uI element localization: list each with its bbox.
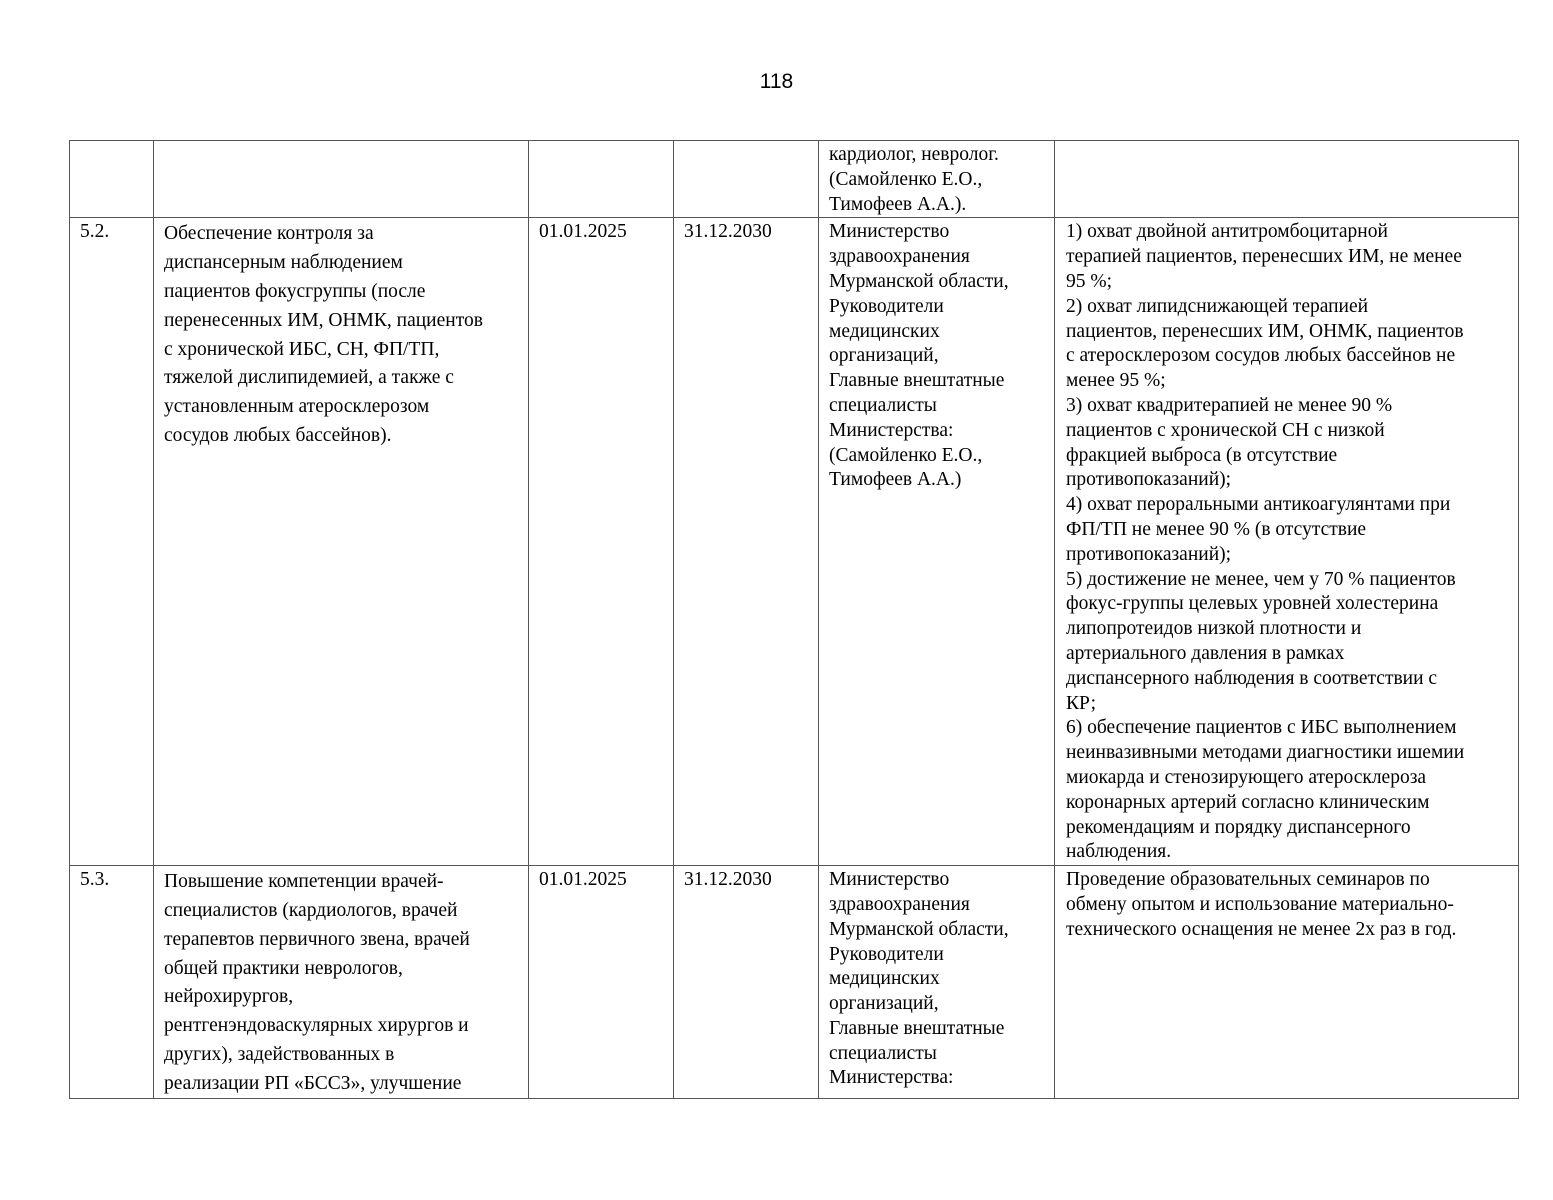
cell-result: Проведение образовательных семинаров по обмену опытом и использование материально- технического оснащения не менее 2х раз в год. <box>1055 866 1519 1099</box>
cell-action: Повышение компетенции врачей- специалистов (кардиологов, врачей терапевтов первичного звена, врачей общей практики неврологов, нейрохирургов, рентгенэндоваскулярных хирургов и других), задействованных в реализации РП «БССЗ», улучшение <box>154 866 529 1099</box>
cell-number: 5.3. <box>70 866 154 1099</box>
page-number: 118 <box>759 70 794 93</box>
cell-start-date: 01.01.2025 <box>529 218 674 866</box>
cell-responsible: Министерство здравоохранения Мурманской области, Руководители медицинских организаций, Главные внештатные специалисты Министерства: <box>819 866 1055 1099</box>
cell-start-date: 01.01.2025 <box>529 866 674 1099</box>
cell-end-date <box>674 141 819 218</box>
cell-action <box>154 141 529 218</box>
cell-end-date: 31.12.2030 <box>674 866 819 1099</box>
cell-result <box>1055 141 1519 218</box>
table-row-continuation <box>70 141 1519 218</box>
cell-number: 5.2. <box>70 218 154 866</box>
cell-end-date: 31.12.2030 <box>674 218 819 866</box>
table-row-5-3 <box>70 866 1519 1099</box>
cell-number <box>70 141 154 218</box>
cell-start-date <box>529 141 674 218</box>
table-row-5-2 <box>70 218 1519 866</box>
cell-result: 1) охват двойной антитромбоцитарной терапией пациентов, перенесших ИМ, не менее 95 %; 2) охват липидснижающей терапией пациентов, перенесших ИМ, ОНМК, пациентов с атеросклерозом сосудов любых бассейнов не менее 95 %; 3) охват квадритерапией не менее 90 % пациентов с хронической СН с низкой фракцией выброса (в отсутствие противопоказаний); 4) охват пероральными антикоагулянтами при ФП/ТП не менее 90 % (в отсутствие противопоказаний); 5) достижение не менее, чем у 70 % пациентов фокус-группы целевых уровней холестерина липопротеидов низкой плотности и артериального давления в рамках диспансерного наблюдения в соответствии с КР; 6) обеспечение пациентов с ИБС выполнением неинвазивными методами диагностики ишемии миокарда и стенозирующего атеросклероза коронарных артерий согласно клиническим рекомендациям и порядку диспансерного наблюдения. <box>1055 218 1519 866</box>
plan-table <box>69 140 1519 1099</box>
cell-responsible: кардиолог, невролог. (Самойленко Е.О., Тимофеев А.А.). <box>819 141 1055 218</box>
cell-action: Обеспечение контроля за диспансерным наблюдением пациентов фокусгруппы (после перенесенных ИМ, ОНМК, пациентов с хронической ИБС, СН, ФП/ТП, тяжелой дислипидемией, а также с установленным атеросклерозом сосудов любых бассейнов). <box>154 218 529 866</box>
cell-responsible: Министерство здравоохранения Мурманской области, Руководители медицинских организаций, Главные внештатные специалисты Министерства: (Самойленко Е.О., Тимофеев А.А.) <box>819 218 1055 866</box>
